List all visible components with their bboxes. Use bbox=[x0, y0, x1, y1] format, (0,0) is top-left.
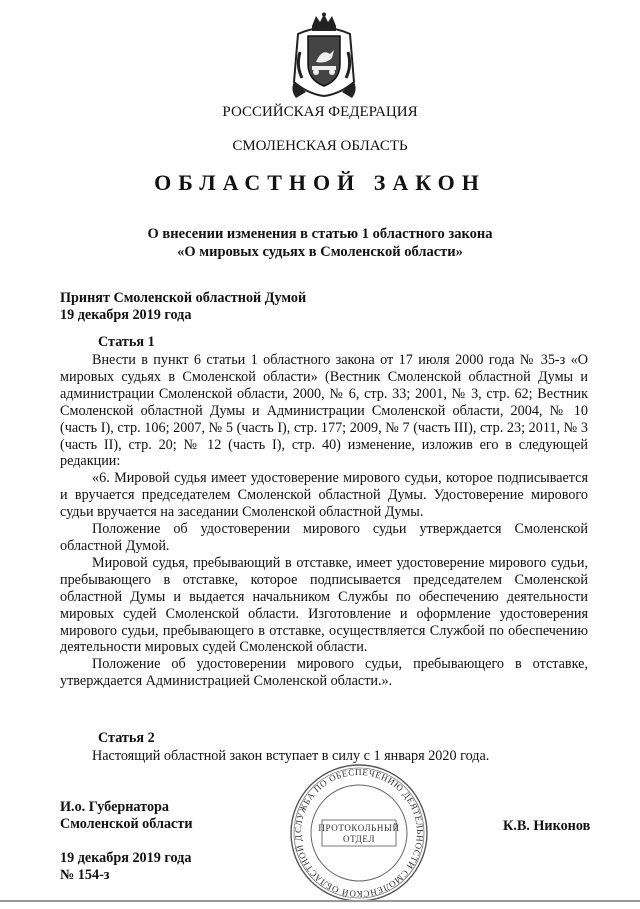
article-1-paragraph: Мировой судья, пребывающий в отставке, имеет удостоверение мирового судьи, пребывающего в отставке, которое подписывается председателем Смоленской областной Думы и выдается начальником Службы по обеспечению деятельности мировых судей Смоленской области. Изготовление и оформление удостоверения мирового судьи, пребывающего в отставке, осуществляется Службой по обеспечению деятельности мировых судей Смоленской области. bbox=[60, 554, 588, 656]
article-1-paragraph: Внести в пункт 6 статьи 1 областного закона от 17 июля 2000 года № 35-з «О мировых судьях в Смоленской области» (Вестник Смоленской областной Думы и администрации Смоленской области, 2000, № 6, стр. 33; 2001, № 3, стр. 62; Вестник Смоленской областной Думы и Администрации Смоленской области, 2004, № 10 (часть I), стр. 106; 2007, № 5 (часть I), стр. 177; 2009, № 7 (часть III), стр. 23; 2011, № 3 (часть II), стр. 20; № 12 (часть I), стр. 40) изменение, изложив его в следующей редакции: bbox=[60, 352, 588, 470]
stamp-center-line1: ПРОТОКОЛЬНЫЙ bbox=[318, 823, 400, 833]
signatory-title-line2: Смоленской области bbox=[60, 816, 193, 832]
article-1-heading: Статья 1 bbox=[98, 334, 155, 350]
law-number: № 154-з bbox=[60, 867, 110, 883]
adoption-date: 19 декабря 2019 года bbox=[60, 307, 192, 323]
article-1-paragraph: Положение об удостоверении мирового судьи утверждается Смоленской областной Думой. bbox=[60, 521, 588, 554]
page-bottom-edge bbox=[0, 900, 640, 902]
document-type-title: ОБЛАСТНОЙ ЗАКОН bbox=[154, 170, 486, 195]
stamp-center-line2: ОТДЕЛ bbox=[342, 834, 376, 844]
signing-date: 19 декабря 2019 года bbox=[60, 850, 192, 866]
article-2-heading: Статья 2 bbox=[98, 730, 155, 746]
article-1-paragraph: «6. Мировой судья имеет удостоверение мирового судьи, которое подписывается и вручается председателем Смоленской областной Думы. Удостоверение мирового судьи вручается на заседании Смоленской областной Думы. bbox=[60, 470, 588, 521]
adoption-info: Принят Смоленской областной Думой bbox=[60, 290, 307, 306]
official-stamp bbox=[288, 762, 430, 904]
region-name: СМОЛЕНСКАЯ ОБЛАСТЬ bbox=[232, 138, 408, 154]
article-1-paragraph: Положение об удостоверении мирового судьи, пребывающего в отставке, утверждается Администрацией Смоленской области.». bbox=[60, 656, 588, 690]
signatory-name: К.В. Никонов bbox=[503, 818, 591, 834]
stamp-ring-text: СЛУЖБА ПО ОБЕСПЕЧЕНИЮ ДЕЯТЕЛЬНОСТИ СМОЛЕНСКОЙ ОБЛАСТНОЙ Д bbox=[292, 766, 426, 900]
law-subtitle-line2: «О мировых судьях в Смоленской области» bbox=[177, 244, 463, 260]
article-2-text: Настоящий областной закон вступает в силу с 1 января 2020 года. bbox=[92, 748, 490, 764]
coat-of-arms-icon bbox=[288, 12, 360, 104]
signatory-title-line1: И.о. Губернатора bbox=[60, 799, 170, 815]
article-1-body bbox=[60, 352, 588, 690]
law-subtitle-line1: О внесении изменения в статью 1 областного закона bbox=[147, 226, 493, 242]
country-name: РОССИЙСКАЯ ФЕДЕРАЦИЯ bbox=[222, 104, 418, 120]
